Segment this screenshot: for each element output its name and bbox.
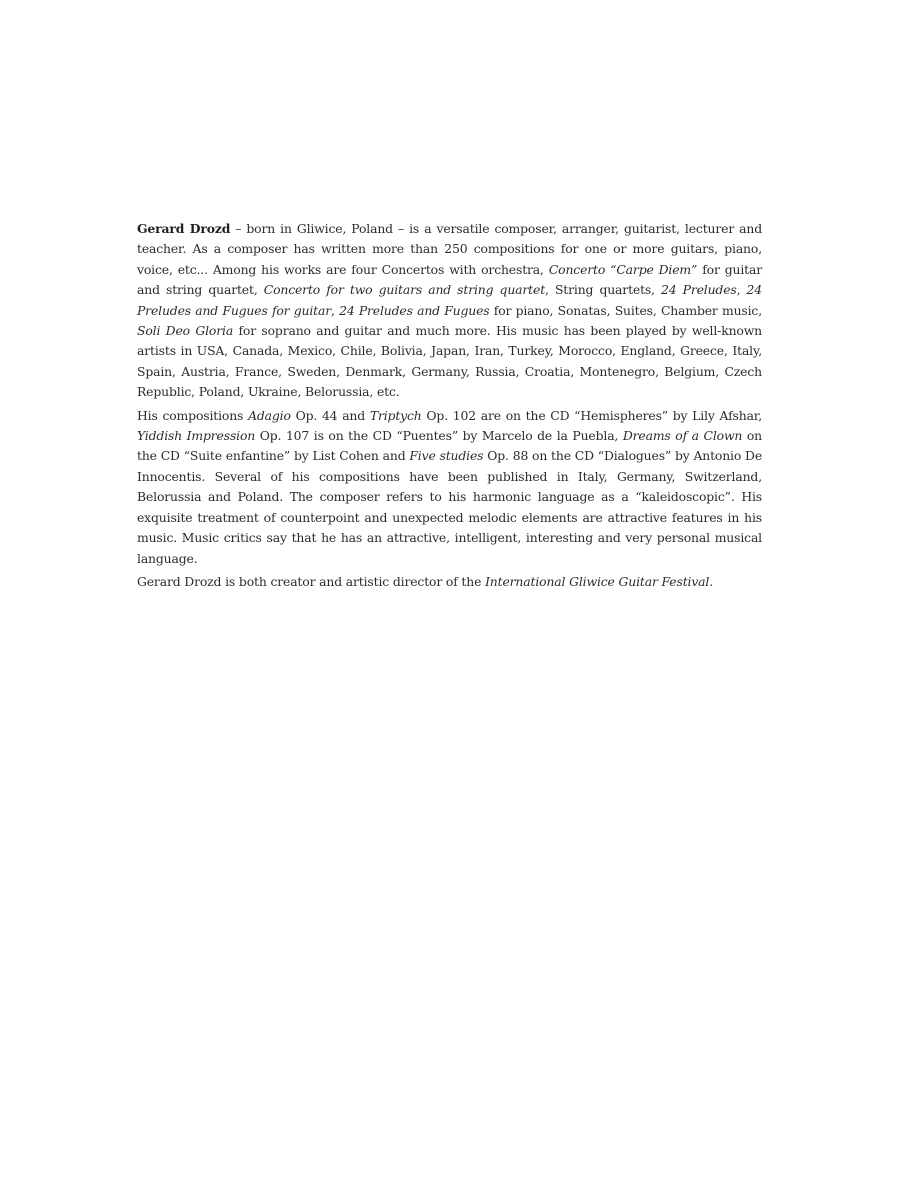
text-run: , String quartets,: [545, 282, 662, 298]
text-run: for soprano and guitar and much more. His music has been played by well-known artists in USA, Canada, Mexico, Chile, Bolivia, Japan, Iran, Turkey, Morocco, England, Greece, Italy, Spain, Austria, France, Sweden, Denmark, Germany, Russia, Croatia, Montenegro, Belgium, Czech Republic, Poland, Ukraine, Belorussia, etc.: [137, 323, 762, 400]
work-title: Triptych: [369, 407, 422, 423]
work-title: 24 Preludes and Fugues: [339, 302, 490, 318]
text-run: Op. 107 is on the CD “Puentes” by Marcelo de la Puebla,: [255, 428, 623, 444]
work-title: 24 Preludes: [661, 282, 737, 298]
bio-paragraph-3: [137, 572, 762, 592]
work-title: Yiddish Impression: [137, 428, 256, 444]
text-run: His compositions: [137, 407, 249, 423]
work-title: 24 Preludes and Fugues for guitar: [137, 282, 762, 318]
text-run: Op. 88 on the CD “Dialogues” by Antonio De Innocentis. Several of his compositions have been published in Italy, Germany, Switzerland, Belorussia and Poland. The composer refers to his harmonic language as a “kaleidoscopic”. His exquisite treatment of counterpoint and unexpected melodic elements are attractive features in his music. Music critics say that he has an attractive, intelligent, interesting and very personal musical language.: [137, 448, 763, 566]
text-run: .: [709, 573, 714, 589]
bio-paragraph-1: [137, 219, 762, 403]
work-title: Dreams of a Clown: [622, 428, 743, 444]
text-run: Op. 102 are on the CD “Hemispheres” by Lily Afshar,: [421, 407, 763, 423]
bio-paragraph-2: [137, 406, 762, 569]
text-run: for guitar and string quartet,: [137, 261, 762, 298]
text-run: ,: [736, 282, 747, 298]
work-title: Five studies: [409, 448, 484, 464]
festival-name: International Gliwice Guitar Festival: [485, 573, 710, 589]
text-run: ,: [331, 302, 340, 318]
text-run: for piano, Sonatas, Suites, Chamber music,: [489, 302, 763, 318]
biography-text: [137, 219, 762, 595]
text-run: on the CD “Suite enfantine” by List Cohen and: [137, 428, 763, 464]
text-run: Gerard Drozd is both creator and artistic director of the: [137, 573, 486, 589]
composer-name: Gerard Drozd: [137, 221, 231, 236]
work-title: Soli Deo Gloria: [137, 323, 234, 339]
text-run: – born in Gliwice, Poland – is a versatile composer, arranger, guitarist, lecturer and teacher. As a composer has written more than 250 compositions for one or more guitars, piano, voice, etc... Among his works are four Concertos with orchestra,: [137, 221, 762, 277]
work-title: Concerto for two guitars and string quartet: [263, 282, 546, 298]
work-title: Adagio: [248, 407, 291, 423]
work-title: Concerto “Carpe Diem”: [548, 261, 698, 277]
text-run: Op. 44 and: [290, 407, 370, 423]
